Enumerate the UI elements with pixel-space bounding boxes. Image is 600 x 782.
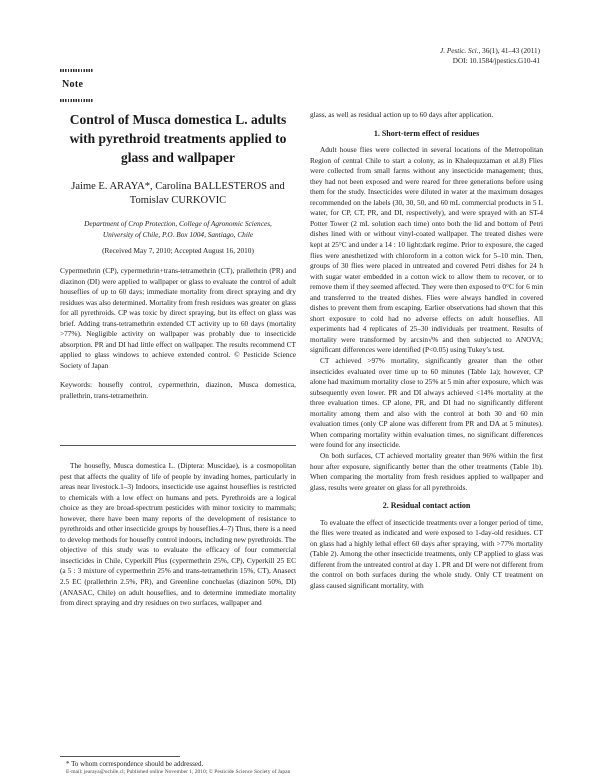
abstract: Cypermethrin (CP), cypermethrin+trans-tetramethrin (CT), prallethrin (PR) and diazinon (DI) were applied to wallpaper or glass to evaluate the control of adult houseflies of up to 60 days; immediate mortality from direct spraying and dry residues was also determined. Mortality from fresh residues was greater on glass for all pyrethroids. CP was toxic by direct spraying, but its effect on glass was brief. Adding trans-tetramethrin extended CT activity up to 60 days (mortality >77%). Negligible activity on wallpaper was probably due to insecticide absorption. PR and DI had little effect on wallpaper. The results recommend CT applied to glass windows to achieve extended control. © Pesticide Science Society of Japan Keywords: housefly control, cypermethrin, diazinon, Musca domestica, prallethrin, trans-tetramethrin. <box>60 266 296 401</box>
section-2-heading: 2. Residual contact action <box>382 501 471 511</box>
section-1-para-2: CT achieved >97% mortality, significantly greater than the other insecticides evaluated over time up to 60 minutes (Table 1a); however, CP alone had maximum mortality close to 25% at 5 min after exposure, which was subsequently even lower. PR and DI always achieved <14% mortality at the three evaluation times. CP alone, PR, and DI had no significantly different mortality among them and also with the control at both 30 and 60 min evaluation times (only CP alone was different from PR and DA at 5 minutes). When comparing mortality within evaluation times, no significant differences were found for any insecticide. <box>310 356 543 450</box>
author-list: Jaime E. ARAYA*, Carolina BALLESTEROS and Tomislav CURKOVIC <box>71 181 285 206</box>
section-2-para-1: To evaluate the effect of insecticide treatments over a longer period of time, the flies were treated as indicated and were exposed to 1-day-old residues. CT on glass had a highly lethal effect 60 days after spraying, with >77% mortality (Table 2). Among the other insecticide treatments, only CP applied to glass was different from the untreated control at day 1. PR and DI were not different from the control on both surfaces during the whole study. Only CT treatment on glass caused significant mortality, with <box>310 517 543 590</box>
decorative-dots-top <box>60 69 94 72</box>
footnote: * To whom correspondence should be addressed. <box>66 760 204 768</box>
note-label: Note <box>62 79 84 90</box>
abstract-divider <box>60 445 296 446</box>
continued-text: glass, as well as residual action up to 60 days after application. <box>310 110 494 119</box>
affiliation: Department of Crop Protection, College of Agronomic Sciences, University of Chile, P.O. Box 1004, Santiago, Chile <box>84 219 272 239</box>
decorative-dots-bottom <box>60 99 94 102</box>
received-dates: (Received May 7, 2010; Accepted August 16, 2010) <box>102 246 254 255</box>
section-1-heading: 1. Short-term effect of residues <box>373 128 480 138</box>
right-column <box>310 110 543 592</box>
section-1-para-3: On both surfaces, CT achieved mortality greater than 96% within the first hour after exposure, significantly better than the other treatments (Table 1b). When comparing the mortality from fresh residues applied to wallpaper and glass, results were greater on glass for all pyrethroids. <box>310 450 543 492</box>
footnote-details: E-mail: jearaya@uchile.cl; Published online November 1, 2010; © Pesticide Science Society of Japan <box>66 769 291 775</box>
journal-citation: J. Pestic. Sci., 36(1), 41–43 (2011) <box>440 47 540 55</box>
section-1-para-1: Adult house flies were collected in several locations of the Metropolitan Region of central Chile to start a colony, as in Khalequzzaman et al.8) Flies were collected from small farms without any insecticide management; thus, they had not been exposed and were reared for three generations before using them for the study. Insecticides were diluted in water at the maximum dosages recommended on the labels (30, 30, 50, and 60 mL commercial products in 5 L water, for CP, CT, PR, and DI, respectively), and were sprayed with an ST-4 Potter Tower (2 mL solution each time) onto both the lid and bottom of Petri dishes lined with or without vinyl-coated wallpaper. The treated dishes were kept at 25°C and under a 14 : 10 light:dark regime. Prior to exposure, the caged flies were anesthetized with chloroform in a cotton wick for 5–10 min. Then, groups of 30 flies were placed in untreated and covered Petri dishes for 24 h with sugar water embedded in a cotton wick to allow them to recover, or to remove them if they seemed affected. They were then exposed to 0°C for 6 min and transferred to the treated dishes. Flies were always handled in covered dishes to prevent them from escaping. Earlier observations had shown that this short exposure to cold had no adverse effects on adult houseflies. All experiments had 4 replicates of 25–30 individuals per treatment. Results of mortality were transformed by arcsin√% and then subjected to ANOVA; significant differences were identified (P<0.05) using Tukey’s test. <box>310 145 543 355</box>
article-title: Control of Musca domestica L. adults with pyrethroid treatments applied to glass and wallpaper <box>69 112 287 165</box>
keywords: Keywords: housefly control, cypermethrin, diazinon, Musca domestica, prallethrin, trans-tetramethrin. <box>60 380 296 401</box>
footnote-divider <box>60 756 180 757</box>
introduction: The housefly, Musca domestica L. (Diptera: Muscidae), is a cosmopolitan pest that affects the quality of life of people by invading homes, particularly in areas near livestock.1–3) Indoors, insecticide use against houseflies is restricted to chemicals with a low effect on humans and pets. Pyrethroids are a logical choice as they are broad-spectrum pesticides with minor toxicity to mammals; however, there have been many reports of the development of resistance to pyrethroids and other insecticide groups by houseflies.4–7) Thus, there is a need to develop methods for housefly control indoors, including new pyrethroids. The objective of this study was to evaluate the efficacy of four commercial insecticides in Chile, Cyperkill Plus (cypermethrin 25%, CP), Cyperkill 25 EC (a 5 : 3 mixture of cypermethrin 25% and trans-tetramethrin 15%, CT), Anasect 2.5 EC (prallethrin 2.5%, PR), and Greenline conchuelas (diazinon 50%, DI) (ANASAC, Chile) on adult houseflies, and to determine immediate mortality from direct spraying and dry residues on two surfaces, wallpaper and <box>60 461 296 608</box>
journal-header <box>440 46 540 66</box>
journal-doi: DOI: 10.1584/jpestics.G10-41 <box>452 57 540 65</box>
